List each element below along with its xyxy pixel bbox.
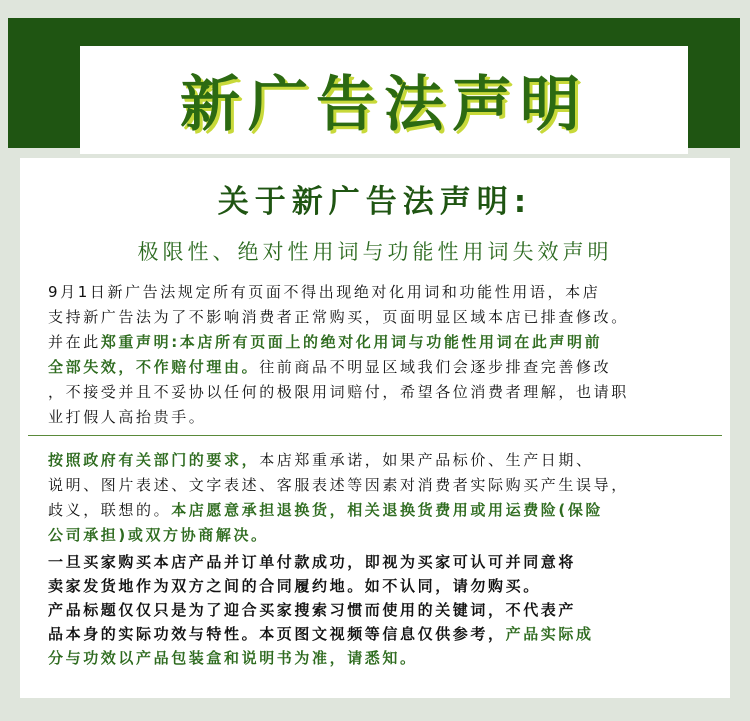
text-line: [48, 646, 718, 670]
body-text: 品本身的实际功效与特性。本页图文视频等信息仅供参考，: [48, 625, 506, 643]
body-text: 一旦买家购买本店产品并订单付款成功，即视为买家可认可并同意将: [48, 553, 577, 571]
highlighted-text: 公司承担)或双方协商解决。: [48, 526, 269, 544]
body-text: 本店郑重承诺，如果产品标价、生产日期、: [259, 451, 594, 469]
paragraph-2: [48, 448, 718, 548]
text-line: [48, 523, 718, 548]
body-text: ，不接受并且不妥协以任何的极限用词赔付，希望各位消费者理解，也请职: [48, 383, 629, 401]
highlighted-text: 产品实际成: [505, 625, 594, 643]
title-box: [80, 46, 688, 154]
text-line: [48, 448, 718, 473]
text-line: [48, 330, 718, 355]
highlighted-text: 分与功效以产品包装盒和说明书为准，请悉知。: [48, 649, 418, 667]
highlighted-text: 全部失效，不作赔付理由。: [48, 358, 260, 376]
text-line: [48, 355, 718, 380]
paragraph-1: [48, 280, 718, 430]
text-line: [48, 280, 718, 305]
notice-panel: [20, 158, 730, 698]
text-line: [48, 622, 718, 646]
body-text: 9月1日新广告法规定所有页面不得出现绝对化用词和功能性用语，本店: [48, 283, 601, 301]
text-line: [48, 405, 718, 430]
body-text: 并在此: [48, 333, 101, 351]
body-text: 歧义，联想的。: [48, 501, 172, 519]
notice-heading: 关于新广告法声明:: [217, 184, 533, 220]
body-text: 支持新广告法为了不影响消费者正常购买，页面明显区域本店已排查修改。: [48, 308, 629, 326]
text-line: [48, 550, 718, 574]
text-line: [48, 574, 718, 598]
body-text: 卖家发货地作为双方之间的合同履约地。如不认同，请勿购买。: [48, 577, 541, 595]
divider: [28, 435, 722, 436]
body-text: 往前商品不明显区域我们会逐步排查完善修改: [259, 358, 612, 376]
highlighted-text: 郑重声明:本店所有页面上的绝对化用词与功能性用词在此声明前: [100, 333, 603, 351]
header-band: [8, 18, 740, 148]
text-line: [48, 473, 718, 498]
body-text: 业打假人高抬贵手。: [48, 408, 207, 426]
highlighted-text: 本店愿意承担退换货，相关退换货费用或用运费险(保险: [171, 501, 604, 519]
paragraph-3: [48, 550, 718, 670]
text-line: [48, 598, 718, 622]
notice-subheading: 极限性、绝对性用词与功能性用词失效声明: [137, 240, 613, 264]
highlighted-text: 按照政府有关部门的要求，: [48, 451, 260, 469]
text-line: [48, 305, 718, 330]
body-text: 说明、图片表述、文字表述、客服表述等因素对消费者实际购买产生误导，: [48, 476, 629, 494]
body-text: 产品标题仅仅只是为了迎合买家搜索习惯而使用的关键词，不代表产: [48, 601, 577, 619]
text-line: [48, 380, 718, 405]
text-line: [48, 498, 718, 523]
banner-title: 新广告法声明: [180, 70, 588, 140]
